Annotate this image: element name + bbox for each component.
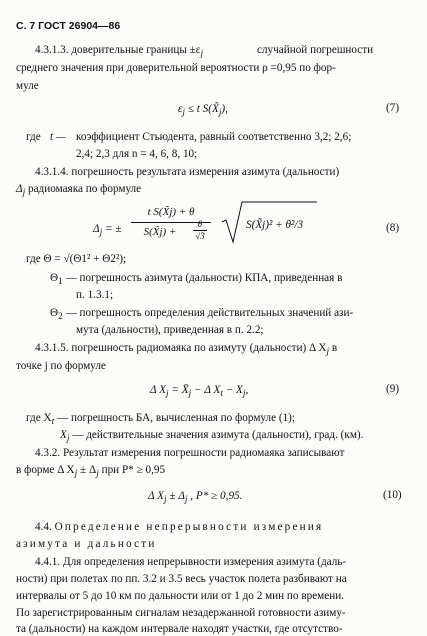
text-line: ности) при полетах по пп. 3.2 и 3.5 весь участок полета разбивают на	[16, 573, 347, 585]
text-line: $\Delta_j$ радиомаяка по формуле	[16, 183, 142, 199]
text-line: где	[26, 131, 41, 143]
eq8-radicand: S(X̃j)² + θ²/3	[246, 219, 304, 231]
text-line: та (дальности) на каждом интервале находят участки, где отсутство-	[16, 623, 343, 635]
text-line: в форме Δ $X_j \pm \Delta_j$ при P* ≥ 0,95	[16, 464, 166, 480]
equation-8-lhs: $\Delta_j$ = ±	[93, 223, 122, 239]
text-line: где $X_t$ — погрешность БА, вычисленная по формуле (1);	[26, 412, 295, 428]
equation-7: $\varepsilon_j \le t$ $S(X̃_j)$,	[178, 103, 228, 119]
text-line: По зарегистрированным сигналам незадержанной готовности азиму-	[16, 607, 346, 619]
text-line: муле	[16, 80, 39, 92]
equation-9: Δ $X_j$ = $X̄_j - \Delta$ $X_t - X_j$,	[150, 384, 249, 400]
text-line: коэффициент Стьюдента, равный соответственно 3,2; 2,6;	[76, 131, 352, 143]
section-heading-cont: азимута и дальности	[16, 538, 157, 550]
text-line: 4.3.1.3. доверительные границы $\pm\varepsilon_j$	[35, 44, 204, 60]
page-header: С. 7 ГОСТ 26904—86	[16, 20, 121, 32]
section-heading: 4.4. Определение непрерывности измерения	[35, 521, 324, 533]
text-line: точке j по формуле	[16, 360, 106, 372]
equation-number: (9)	[386, 383, 400, 395]
text-line: где Θ = √(Θ1² + Θ2²);	[26, 253, 127, 265]
eq8-den-sqrt3: √3	[195, 231, 205, 241]
text-line: $X_j$ — действительные значения азимута (дальности), град. (км).	[60, 429, 364, 445]
text-line: 4.4.1. Для определения непрерывности измерения азимута (даль-	[35, 556, 347, 568]
text-line: случайной погрешности	[257, 44, 374, 56]
equation-number: (10)	[383, 489, 402, 501]
equation-number: (7)	[386, 102, 400, 114]
text-line: $\Theta_2$ — погрешность определения действительных значений ази-	[50, 307, 354, 323]
text-line: интервалы от 5 до 10 км по дальности или от 1 до 2 мин по времени.	[16, 590, 344, 602]
text-line: мута (дальности), приведенная в п. 2.2;	[76, 324, 264, 336]
text-line: 4.3.1.5. погрешность радиомаяка по азимуту (дальности) Δ $X_j$ в	[35, 342, 338, 358]
eq8-numerator: t S(X̃j) + θ	[147, 206, 195, 218]
text-line: среднего значения при доверительной вероятности ρ =0,95 по фор-	[16, 62, 336, 74]
text-line: 2,4; 2,3 для n = 4, 6, 8, 10;	[76, 148, 198, 160]
eq8-den-theta: θ	[197, 219, 203, 229]
symbol-t: t —	[50, 131, 66, 143]
text-line: 4.3.1.4. погрешность результата измерения азимута (дальности)	[35, 166, 340, 178]
equation-number: (8)	[386, 222, 400, 234]
text-line: п. 1.3.1;	[76, 289, 114, 301]
text-line: 4.3.2. Результат измерения погрешности радиомаяка записывают	[35, 447, 345, 459]
equation-10: Δ $X_j \pm \Delta_j$ , P* ≥ 0,95.	[148, 490, 243, 506]
text-line: $\Theta_1$ — погрешность азимута (дальности) КПА, приведенная в	[50, 272, 343, 288]
eq8-denominator: S(X̃j) +	[143, 226, 177, 238]
